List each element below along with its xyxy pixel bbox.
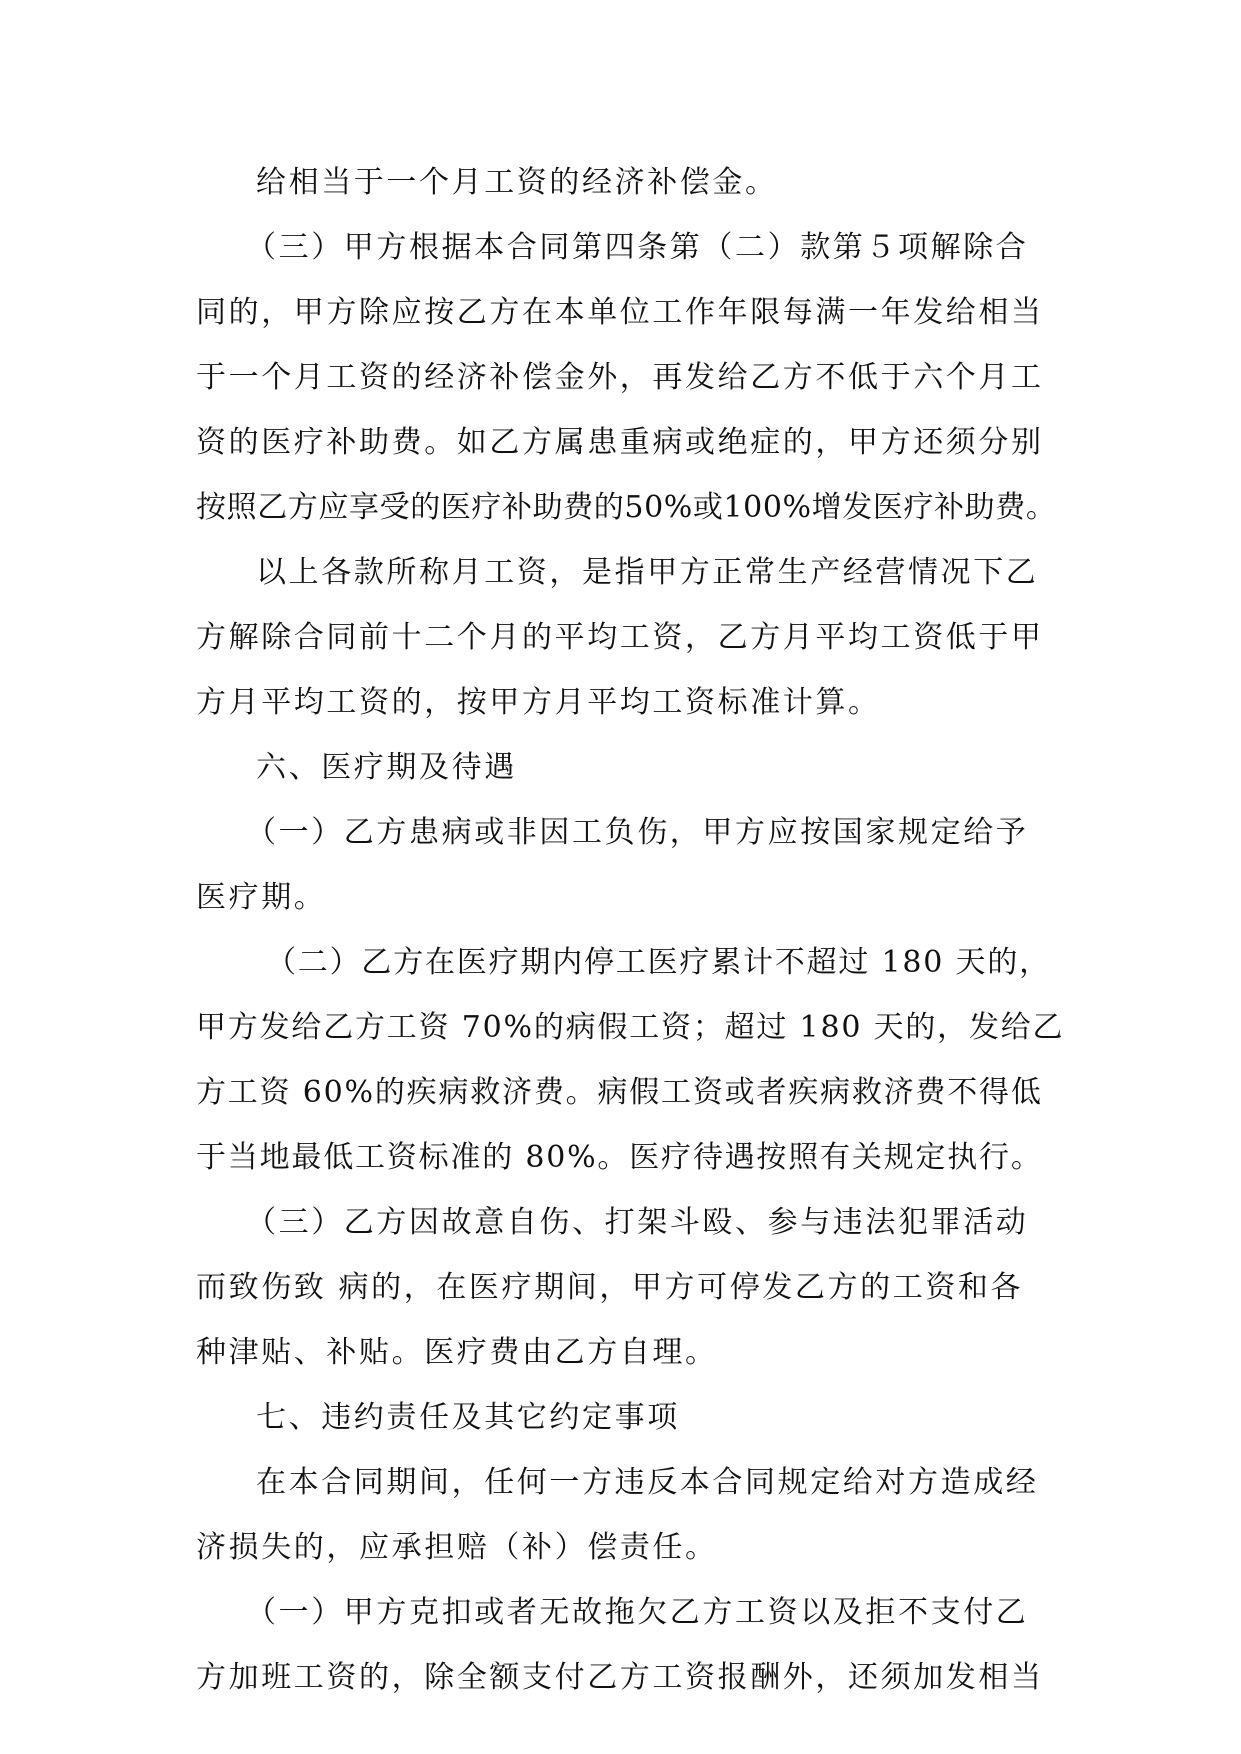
section-heading-liability (196, 1385, 1056, 1450)
paragraph-medical-period-3 (196, 1190, 1056, 1385)
text-line: 方工资 60%的疾病救济费。病假工资或者疾病救济费不得低 (196, 1075, 1043, 1110)
paragraph-monthly-wage-definition (196, 540, 1056, 735)
paragraph-liability-general (196, 1450, 1056, 1580)
text-line: （一）乙方患病或非因工负伤，甲方应按国家规定给予 (246, 815, 1029, 850)
text-line: 给相当于一个月工资的经济补偿金。 (256, 165, 778, 200)
section-heading: 六、医疗期及待遇 (256, 750, 517, 785)
text-line: （三）甲方根据本合同第四条第（二）款第５项解除合 (246, 230, 1029, 265)
text-line: （一）甲方克扣或者无故拖欠乙方工资以及拒不支付乙 (246, 1595, 1029, 1630)
document-body (196, 150, 1065, 1710)
text-line: 在本合同期间，任何一方违反本合同规定给对方造成经 (256, 1465, 1039, 1500)
text-line: 按照乙方应享受的医疗补助费的50%或100%增发医疗补助费。 (196, 490, 1057, 525)
text-line: （三）乙方因故意自伤、打架斗殴、参与违法犯罪活动 (246, 1205, 1029, 1240)
text-line: 资的医疗补助费。如乙方属患重病或绝症的，甲方还须分别 (196, 425, 1044, 460)
text-line: 而致伤致 病的，在医疗期间，甲方可停发乙方的工资和各 (196, 1270, 1024, 1305)
section-heading: 七、违约责任及其它约定事项 (256, 1400, 680, 1435)
section-heading-medical-period (196, 735, 1056, 800)
paragraph-medical-period-2 (196, 930, 1065, 1190)
text-line: 以上各款所称月工资，是指甲方正常生产经营情况下乙 (256, 555, 1039, 590)
text-line: 种津贴、补贴。医疗费由乙方自理。 (196, 1335, 718, 1370)
text-line: （二）乙方在医疗期内停工医疗累计不超过 180 天的， (266, 945, 1051, 980)
text-line: 方月平均工资的，按甲方月平均工资标准计算。 (196, 685, 881, 720)
paragraph-compensation-continuation (196, 150, 1056, 215)
text-line: 于一个月工资的经济补偿金外，再发给乙方不低于六个月工 (196, 360, 1044, 395)
text-line: 甲方发给乙方工资 70%的病假工资；超过 180 天的，发给乙 (196, 1010, 1065, 1045)
text-line: 于当地最低工资标准的 80%。医疗待遇按照有关规定执行。 (196, 1140, 1043, 1175)
text-line: 同的，甲方除应按乙方在本单位工作年限每满一年发给相当 (196, 295, 1044, 330)
paragraph-clause-3-medical-subsidy (196, 215, 1056, 540)
paragraph-liability-1 (196, 1580, 1056, 1710)
text-line: 方加班工资的，除全额支付乙方工资报酬外，还须加发相当 (196, 1660, 1044, 1695)
text-line: 济损失的，应承担赔（补）偿责任。 (196, 1530, 718, 1565)
text-line: 方解除合同前十二个月的平均工资，乙方月平均工资低于甲 (196, 620, 1044, 655)
paragraph-medical-period-1 (196, 800, 1056, 930)
text-line: 医疗期。 (196, 880, 327, 915)
